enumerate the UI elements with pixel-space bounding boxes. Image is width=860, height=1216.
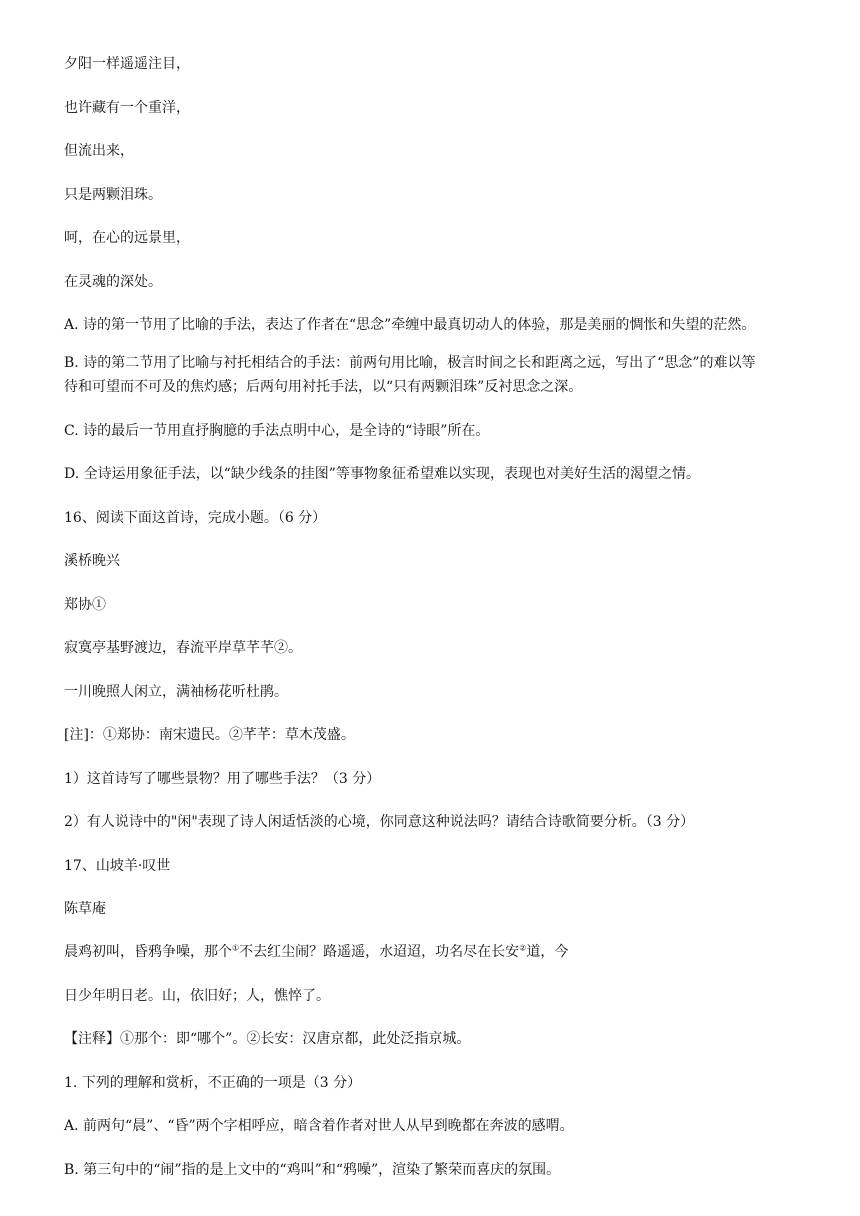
q17-poem-line-2: 日少年明日老。山，依旧好；人，憔悴了。 — [64, 988, 330, 1004]
q17-text: 晨鸡初叫，昏鸦争噪，那个 — [64, 944, 232, 960]
poem-line: 但流出来， — [64, 143, 134, 159]
footnote-marker: ② — [519, 943, 527, 953]
poem-line: 在灵魂的深处。 — [64, 274, 162, 290]
q15-option-a: A. 诗的第一节用了比喻的手法，表达了作者在“思念”牵缠中最真切动人的体验，那是美丽的惆怅和失望的茫然。 — [64, 317, 756, 333]
q15-option-c: C. 诗的最后一节用直抒胸臆的手法点明中心，是全诗的“诗眼”所在。 — [64, 423, 490, 439]
q16-heading: 16、阅读下面这首诗，完成小题。（6 分） — [64, 510, 327, 526]
q17-author: 陈草庵 — [64, 901, 106, 917]
q16-author: 郑协① — [64, 597, 106, 613]
q16-note: [注]：①郑协：南宋遗民。②芊芊：草木茂盛。 — [64, 727, 355, 743]
q16-poem-title: 溪桥晚兴 — [64, 553, 120, 569]
q17-text: 不去红尘闹？路遥遥，水迢迢，功名尽在长安 — [239, 944, 520, 960]
q17-option-b: B. 第三句中的“闹”指的是上文中的“鸡叫”和“鸦噪”，渲染了繁荣而喜庆的氛围。 — [64, 1162, 561, 1178]
q16-subquestion-1: 1）这首诗写了哪些景物？用了哪些手法？（3 分） — [64, 771, 381, 787]
q16-poem-line: 寂寞亭基野渡边，春流平岸草芊芊②。 — [64, 640, 302, 656]
footnote-marker: ① — [232, 943, 240, 953]
poem-line: 也许藏有一个重洋， — [64, 100, 190, 116]
q15-option-b-line2: 待和可望而不可及的焦灼感；后两句用衬托手法，以“只有两颗泪珠”反衬思念之深。 — [64, 379, 583, 395]
poem-line: 夕阳一样遥遥注目， — [64, 56, 190, 72]
q16-subquestion-2: 2）有人说诗中的"闲"表现了诗人闲适恬淡的心境，你同意这种说法吗？请结合诗歌简要分析。（3 分） — [64, 814, 695, 830]
q17-note: 【注释】①那个：即“哪个”。②长安：汉唐京都，此处泛指京城。 — [64, 1031, 471, 1047]
q16-poem-line: 一川晚照人闲立，满袖杨花听杜鹃。 — [64, 684, 288, 700]
q17-heading: 17、山坡羊·叹世 — [64, 858, 171, 874]
q17-question: 1. 下列的理解和赏析，不正确的一项是（3 分） — [64, 1075, 362, 1091]
q15-option-d: D. 全诗运用象征手法，以“缺少线条的挂图”等事物象征希望难以实现，表现也对美好生活的渴望之情。 — [64, 466, 700, 482]
q15-option-b-line1: B. 诗的第二节用了比喻与衬托相结合的手法：前两句用比喻，极言时间之长和距离之远，写出了“思念”的难以等 — [64, 355, 756, 371]
q17-text: 道，今 — [526, 944, 569, 960]
q17-poem-line-1 — [64, 942, 804, 962]
q17-option-a: A. 前两句“晨”、“昏”两个字相呼应，暗含着作者对世人从早到晚都在奔波的感喟。 — [64, 1118, 574, 1134]
poem-line: 只是两颗泪珠。 — [64, 187, 162, 203]
poem-line: 呵，在心的远景里， — [64, 230, 190, 246]
